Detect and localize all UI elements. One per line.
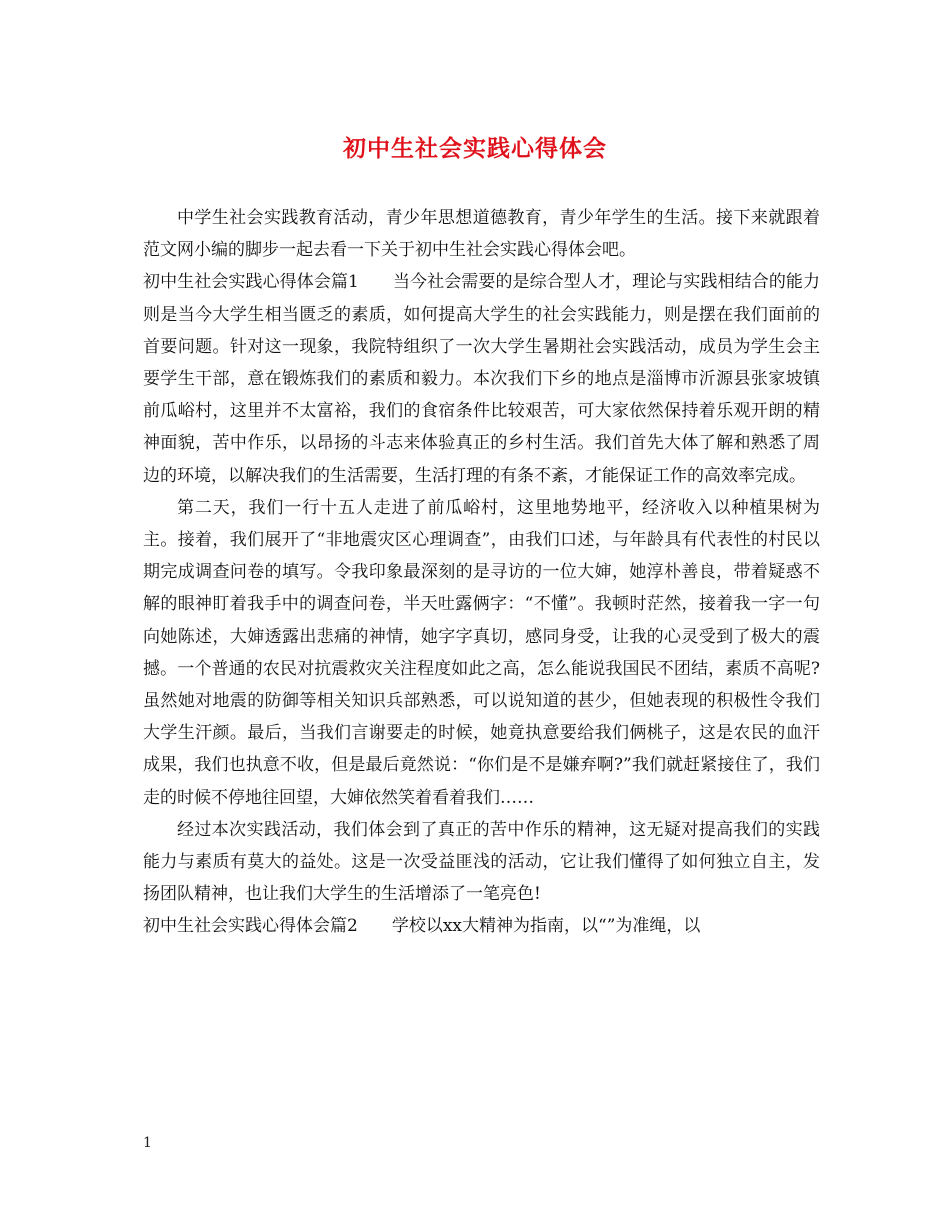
document-title: 初中生社会实践心得体会 xyxy=(343,135,607,162)
section-2-heading: 初中生社会实践心得体会篇2 xyxy=(143,916,358,937)
section-1-heading: 初中生社会实践心得体会篇1 xyxy=(143,272,359,293)
paragraph-2: 第二天，我们一行十五人走进了前瓜峪村，这里地势地平，经济收入以种植果树为主。接着，我们展开了“非地震灾区心理调查”，由我们口述，与年龄具有代表性的村民以期完成调查问卷的填写。令我印象最深刻的是寻访的一位大婶，她淳朴善良，带着疑惑不解的眼神盯着我手中的调查问卷，半天吐露俩字：“不懂”。我顿时茫然，接着我一字一句向她陈述，大婶透露出悲痛的神情，她字字真切，感同身受，让我的心灵受到了极大的震撼。一个普通的农民对抗震救灾关注程度如此之高，怎么能说我国民不团结，素质不高呢?虽然她对地震的防御等相关知识兵部熟悉，可以说知道的甚少，但她表现的积极性令我们大学生汗颜。最后，当我们言谢要走的时候，她竟执意要给我们俩桃子，这是农民的血汗成果，我们也执意不收，但是最后竟然说：“你们是不是嫌弃啊?”我们就赶紧接住了，我们走的时候不停地往回望，大婶依然笑着看着我们…… xyxy=(143,497,820,808)
section-2-text: 学校以xx大精神为指南，以“”为准绳，以 xyxy=(391,916,701,937)
section-1-text: 当今社会需要的是综合型人才，理论与实践相结合的能力则是当今大学生相当匮乏的素质，如何提高大学生的社会实践能力，则是摆在我们面前的首要问题。针对这一现象，我院特组织了一次大学生暑期社会实践活动，成员为学生会主要学生干部，意在锻炼我们的素质和毅力。本次我们下乡的地点是淄博市沂源县张家坡镇前瓜峪村，这里并不太富裕，我们的食宿条件比较艰苦，可大家依然保持着乐观开朗的精神面貌，苦中作乐，以昂扬的斗志来体验真正的乡村生活。我们首先大体了解和熟悉了周边的环境，以解决我们的生活需要，生活打理的有条不紊，才能保证工作的高效率完成。 xyxy=(143,272,821,486)
page-number: 1 xyxy=(143,1135,152,1151)
section-2-paragraph xyxy=(143,910,820,942)
document-body xyxy=(143,202,820,943)
paragraph-3: 经过本次实践活动，我们体会到了真正的苦中作乐的精神，这无疑对提高我们的实践能力与素质有莫大的益处。这是一次受益匪浅的活动，它让我们懂得了如何独立自主，发扬团队精神，也让我们大学生的生活增添了一笔亮色! xyxy=(143,819,820,905)
section-1-paragraph xyxy=(143,266,820,491)
intro-paragraph: 中学生社会实践教育活动，青少年思想道德教育，青少年学生的生活。接下来就跟着范文网小编的脚步一起去看一下关于初中生社会实践心得体会吧。 xyxy=(143,208,820,261)
